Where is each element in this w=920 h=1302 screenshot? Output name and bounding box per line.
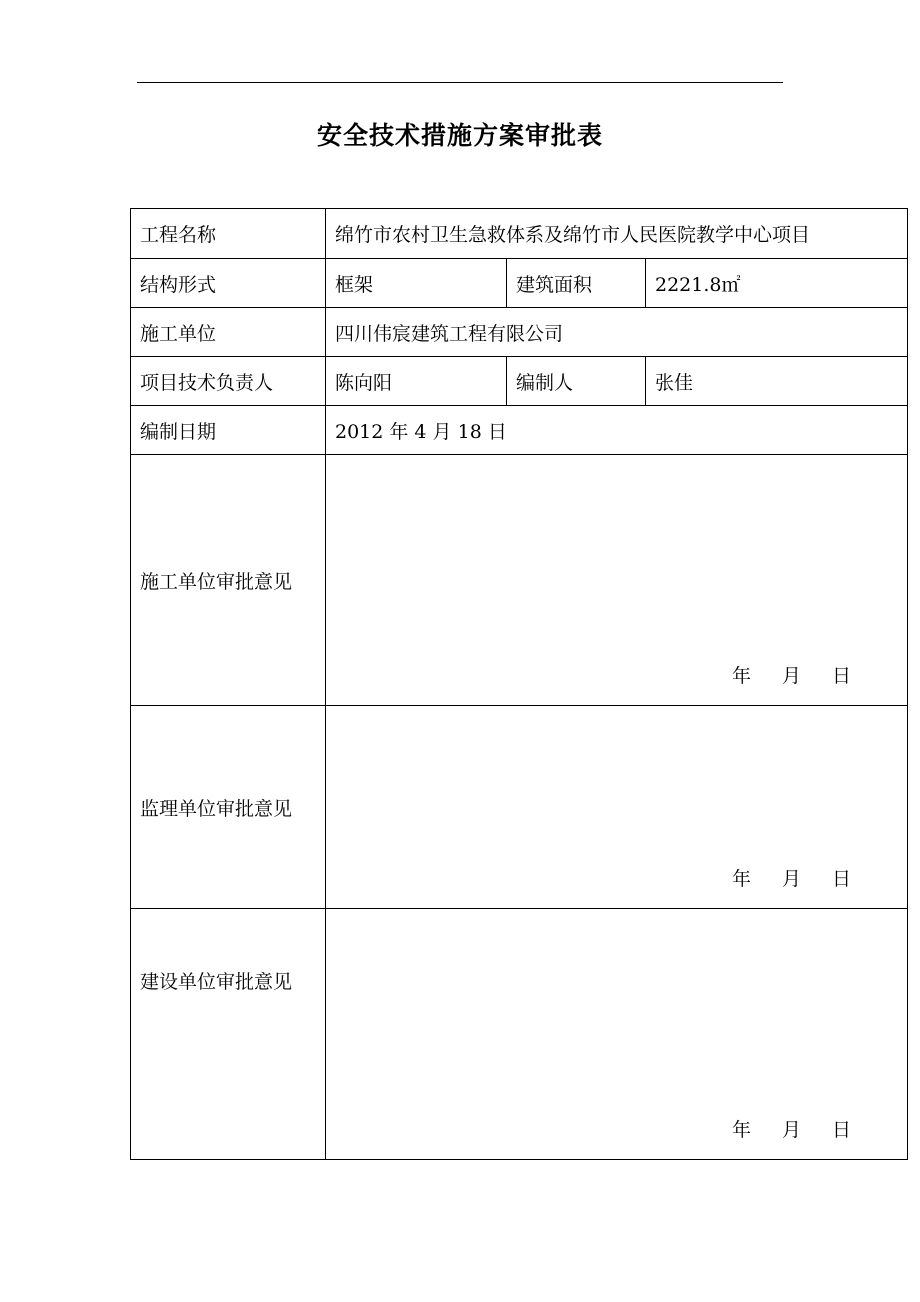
- day-label: 日: [831, 868, 851, 890]
- author-label: 编制人: [507, 357, 646, 406]
- author-value: 张佳: [646, 357, 908, 406]
- project-name-value: 绵竹市农村卫生急救体系及绵竹市人民医院教学中心项目: [326, 209, 908, 259]
- day-label: 日: [831, 1119, 851, 1141]
- area-label: 建筑面积: [507, 259, 646, 308]
- row-supervisor-opinion: [131, 706, 908, 909]
- structure-label: 结构形式: [131, 259, 326, 308]
- date-value: 2012 年 4 月 18 日: [326, 406, 908, 455]
- contractor-opinion-date: [326, 661, 907, 705]
- contractor-label: 施工单位: [131, 308, 326, 357]
- tech-lead-value: 陈向阳: [326, 357, 507, 406]
- approval-form-table: [130, 208, 908, 1160]
- owner-opinion-field[interactable]: [326, 909, 908, 1160]
- date-label: 编制日期: [131, 406, 326, 455]
- year-label: 年: [731, 868, 751, 890]
- document-title: 安全技术措施方案审批表: [316, 121, 603, 150]
- row-contractor-opinion: [131, 455, 908, 706]
- row-tech-lead: [131, 357, 908, 406]
- supervisor-opinion-date: [326, 864, 907, 908]
- row-contractor: [131, 308, 908, 357]
- row-date: [131, 406, 908, 455]
- month-label: 月: [781, 665, 801, 687]
- header-rule: [137, 82, 783, 83]
- contractor-value: 四川伟宸建筑工程有限公司: [326, 308, 908, 357]
- tech-lead-label: 项目技术负责人: [131, 357, 326, 406]
- year-label: 年: [731, 1119, 751, 1141]
- project-name-label: 工程名称: [131, 209, 326, 259]
- owner-opinion-date: [326, 1115, 907, 1159]
- month-label: 月: [781, 1119, 801, 1141]
- contractor-opinion-field[interactable]: [326, 455, 908, 706]
- contractor-opinion-label: 施工单位审批意见: [131, 455, 326, 706]
- supervisor-opinion-label: 监理单位审批意见: [131, 706, 326, 909]
- owner-opinion-label: 建设单位审批意见: [131, 909, 326, 1160]
- supervisor-opinion-field[interactable]: [326, 706, 908, 909]
- month-label: 月: [781, 868, 801, 890]
- row-project-name: [131, 209, 908, 259]
- structure-value: 框架: [326, 259, 507, 308]
- year-label: 年: [731, 665, 751, 687]
- row-owner-opinion: [131, 909, 908, 1160]
- area-value: 2221.8㎡: [646, 259, 908, 308]
- day-label: 日: [831, 665, 851, 687]
- row-structure: [131, 259, 908, 308]
